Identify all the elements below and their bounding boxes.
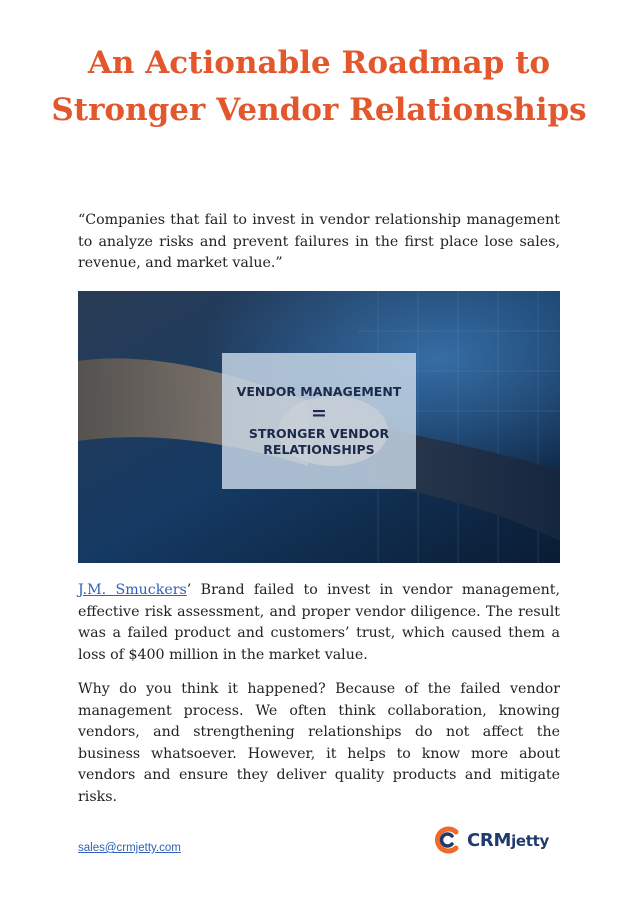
paragraph-smuckers-text: ’ Brand failed to invest in vendor management, effective risk assessment, and proper vendor diligence. The result was a failed product and customers’ trust, which caused them a loss of $400 million in the market value.: [78, 582, 560, 663]
hero-line-4: RELATIONSHIPS: [263, 442, 375, 457]
logo-wordmark: [467, 830, 549, 851]
intro-quote: “Companies that fail to invest in vendor relationship management to analyze risks and prevent failures in the first place lose sales, revenue, and market value.”: [78, 212, 560, 271]
hero-image: [78, 291, 560, 563]
page-title: An Actionable Roadmap to Stronger Vendor Relationships: [51, 45, 587, 128]
paragraph-why: Why do you think it happened? Because of the failed vendor management process. We often think collaboration, knowing vendors, and strengthening relationships do not affect the business whatsoever. However, it helps to know more about vendors and ensure they deliver quality products and mitigate risks.: [78, 681, 560, 805]
email-link[interactable]: sales@crmjetty.com: [78, 842, 181, 854]
logo-crm: CRM: [467, 829, 512, 851]
hero-caption-panel: [222, 353, 416, 489]
hero-equals: =: [311, 402, 327, 424]
logo-jetty: jetty: [511, 831, 550, 850]
hero-line-3: STRONGER VENDOR: [248, 426, 390, 441]
crmjetty-logo: [434, 826, 549, 854]
hero-line-1: VENDOR MANAGEMENT: [236, 384, 402, 399]
crmjetty-logo-icon: [434, 826, 462, 854]
smuckers-link[interactable]: J.M. Smuckers: [78, 582, 187, 598]
paragraph-smuckers: [78, 580, 560, 666]
